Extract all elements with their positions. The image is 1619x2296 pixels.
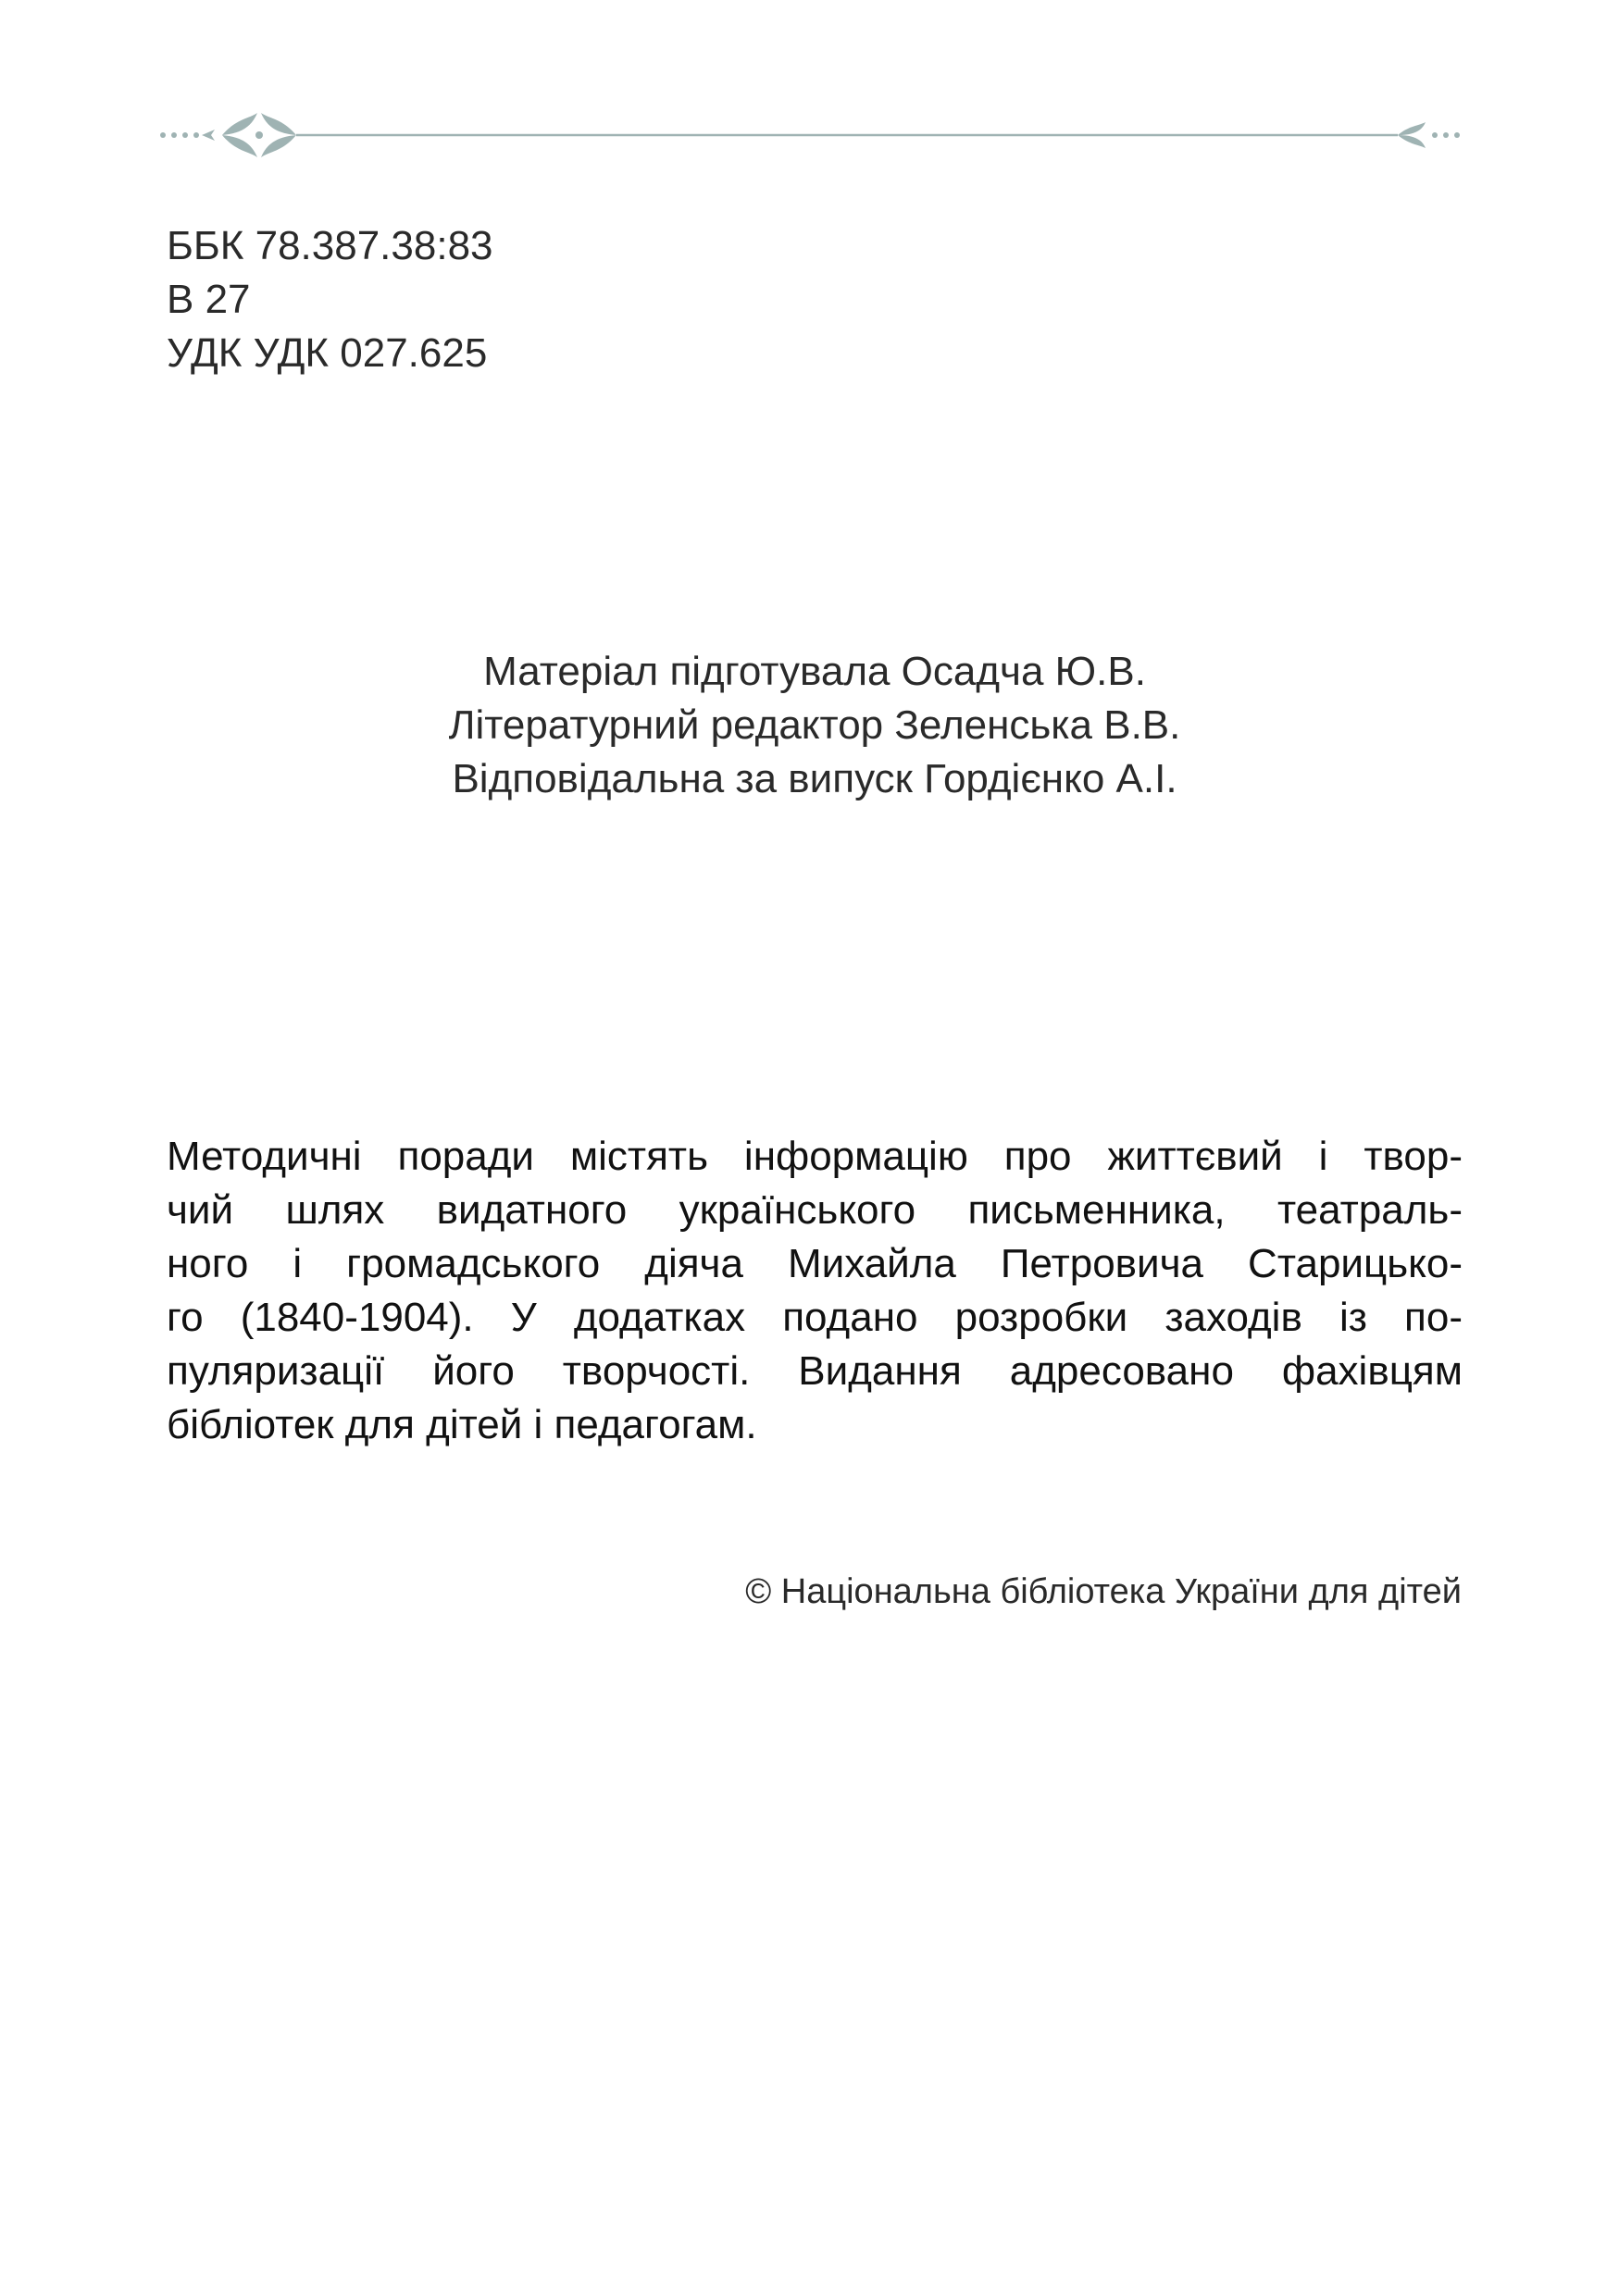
abstract-line: пуляризації його творчості. Видання адресовано фахівцям bbox=[167, 1348, 1463, 1394]
bbk-code: ББК 78.387.38:83 bbox=[167, 223, 493, 268]
responsible-editor: Відповідальна за випуск Гордієнко А.І. bbox=[452, 756, 1177, 801]
literary-editor: Літературний редактор Зеленська В.В. bbox=[448, 702, 1181, 748]
abstract-line: Методичні поради містять інформацію про життєвий і твор- bbox=[167, 1134, 1463, 1179]
author-sign: В 27 bbox=[167, 277, 251, 322]
credits-block bbox=[352, 645, 1277, 806]
abstract-paragraph bbox=[167, 1130, 1463, 1452]
prepared-by: Матеріал підготувала Осадча Ю.В. bbox=[483, 649, 1146, 694]
abstract-line: бібліотек для дітей і педагогам. bbox=[167, 1402, 757, 1447]
copyright-notice: © Національна бібліотека України для дітей bbox=[745, 1572, 1462, 1611]
udk-code: УДК УДК 027.625 bbox=[167, 330, 488, 376]
floral-divider-icon bbox=[157, 109, 1463, 161]
catalog-codes bbox=[167, 219, 493, 380]
abstract-line: ного і громадського діяча Михайла Петровича Старицько- bbox=[167, 1241, 1463, 1286]
abstract-line: чий шлях видатного українського письменника, театраль- bbox=[167, 1187, 1463, 1233]
abstract-line: го (1840-1904). У додатках подано розробки заходів із по- bbox=[167, 1295, 1463, 1340]
